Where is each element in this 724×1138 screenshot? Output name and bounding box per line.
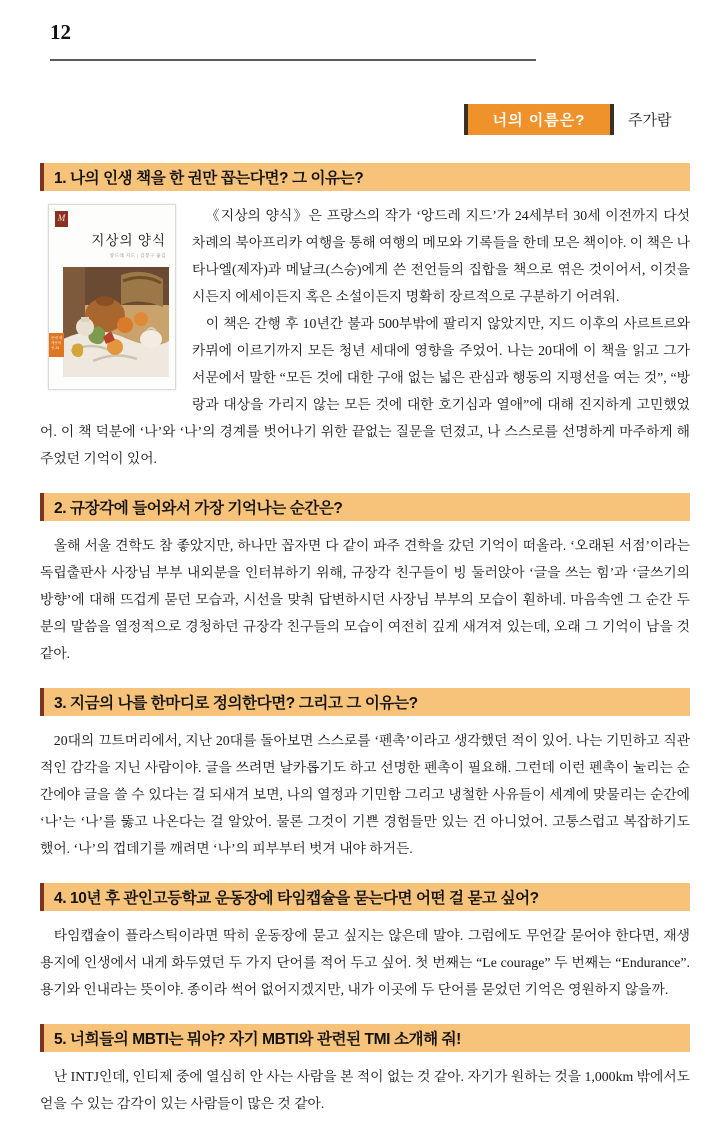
- interviewee-name: 주가람: [628, 112, 672, 129]
- paragraph: 《지상의 양식》은 프랑스의 작가 ‘앙드레 지드’가 24세부터 30세 이전까지 다섯 차례의 북아프리카 여행을 통해 여행의 메모와 기록들을 한데 모은 책이야. 이 책은 나타나엘(제자)과 메날크(스승)에게 쓴 전언들의 집합을 책으로 엮은 것이어서, 이것을 시든지 에세이든지 혹은 소설이든지 명확히 장르적으로 구분하기 어려워.: [192, 208, 690, 304]
- book-title: 지상의 양식: [91, 233, 166, 248]
- book-cover-painting: [63, 267, 169, 377]
- name-badge: [464, 104, 614, 135]
- section-q3: [40, 688, 690, 862]
- article-content: [40, 163, 690, 1138]
- paragraph: 올해 서울 견학도 참 좋았지만, 하나만 꼽자면 다 같이 파주 견학을 갔던 기억이 떠올라. ‘오래된 서점’이라는 독립출판사 사장님 부부 내외분을 인터뷰하기 위해, 규장각 친구들이 빙 둘러앉아 ‘글을 쓰는 힘’과 ‘글쓰기의 방향’에 대해 뜨겁게 묻던 모습과, 시선을 맞춰 답변하시던 사장님 부부의 모습이 훤하네. 마음속엔 그 순간 두 분의 말씀을 열정적으로 경청하던 규장각 친구들의 모습이 여전히 깊게 새겨져 있는데, 오래 그 기억이 남을 것 같아.: [40, 538, 690, 661]
- section-q2-heading: 2. 규장각에 들어와서 가장 기억나는 순간은?: [40, 493, 690, 521]
- book-series-tag: 문예 세계문학선 24: [49, 333, 64, 357]
- paragraph: 타임캡슐이 플라스틱이라면 딱히 운동장에 묻고 싶지는 않은데 말야. 그럼에도 무언갈 묻어야 한다면, 재생 용지에 인생에서 내게 화두였던 두 가지 단어를 적어 두고 싶어. 첫 번째는 “Le courage” 두 번째는 “Endurance”. 용기와 인내라는 뜻이야. 종이라 썩어 없어지겠지만, 내가 이곳에 두 단어를 묻었던 기억은 영원하지 않을까.: [40, 928, 690, 997]
- paragraph: 난 INTJ인데, 인티제 중에 열심히 안 사는 사람을 본 적이 없는 것 같아. 자기가 원하는 것을 1,000km 밖에서도 얻을 수 있는 감각이 있는 사람들이 많은 것 같아.: [40, 1069, 690, 1111]
- section-q5-body: [40, 1063, 690, 1117]
- section-q1-body: [40, 202, 690, 472]
- section-q2-body: [40, 532, 690, 667]
- section-q1: [40, 163, 690, 472]
- section-q3-heading: 3. 지금의 나를 한마디로 정의한다면? 그리고 그 이유는?: [40, 688, 690, 716]
- section-q4-body: [40, 922, 690, 1003]
- header-rule: [50, 59, 536, 61]
- section-q4: [40, 883, 690, 1003]
- paragraph: 20대의 끄트머리에서, 지난 20대를 돌아보면 스스로를 ‘펜촉’이라고 생각했던 적이 있어. 나는 기민하고 직관적인 감각을 지닌 사람이야. 글을 쓰려면 날카롭기도 하고 선명한 펜촉이 필요해. 그런데 이런 펜촉이 눌리는 순간에야 글을 쓸 수 있다는 걸 되새겨 보면, 나의 열정과 기민함 그리고 냉철한 사유들이 세계에 맞물리는 순간에 ‘나’는 ‘나’를 뚫고 나온다는 걸 알았어. 물론 그것이 기쁜 경험들만 있는 건 아니었어. 고통스럽고 복잡하기도 했어. ‘나’의 껍데기를 깨려면 ‘나’의 피부부터 벗겨 내야 하거든.: [40, 733, 690, 856]
- header-badge-row: [464, 104, 688, 135]
- section-q4-heading: 4. 10년 후 관인고등학교 운동장에 타임캡슐을 묻는다면 어떤 걸 묻고 싶어?: [40, 883, 690, 911]
- paragraph: 이 책은 간행 후 10년간 불과 500부밖에 팔리지 않았지만, 지드 이후의 사르트르와 카뮈에 이르기까지 모든 청년 세대에 영향을 주었어. 나는 20대에 이 책을 읽고 그가 서문에서 말한 “모든 것에 대한 구애 없는 넓은 관심과 행동의 지평선을 여는 것”, “방랑과 대상을 가리지 않는 모든 것에 대한 호기심과 열애”에 대해 진지하게 고민했었어. 이 책 덕분에 ‘나’와 ‘나’의 경계를 벗어나기 위한 끝없는 질문을 던졌고, 나 스스로를 선명하게 마주하게 해 주었던 기억이 있어.: [40, 316, 690, 466]
- section-q3-body: [40, 727, 690, 862]
- book-cover: [48, 204, 176, 390]
- publisher-logo-icon: M: [55, 211, 68, 227]
- section-q5-heading: 5. 너희들의 MBTI는 뭐야? 자기 MBTI와 관련된 TMI 소개해 줘!: [40, 1024, 690, 1052]
- book-byline: 앙드레 지드 | 김봉구 옮김: [109, 253, 166, 258]
- section-q5: [40, 1024, 690, 1117]
- name-badge-label: 너의 이름은?: [492, 112, 586, 129]
- section-q1-heading: 1. 나의 인생 책을 한 권만 꼽는다면? 그 이유는?: [40, 163, 690, 191]
- page-number: 12: [50, 20, 71, 44]
- section-q2: [40, 493, 690, 667]
